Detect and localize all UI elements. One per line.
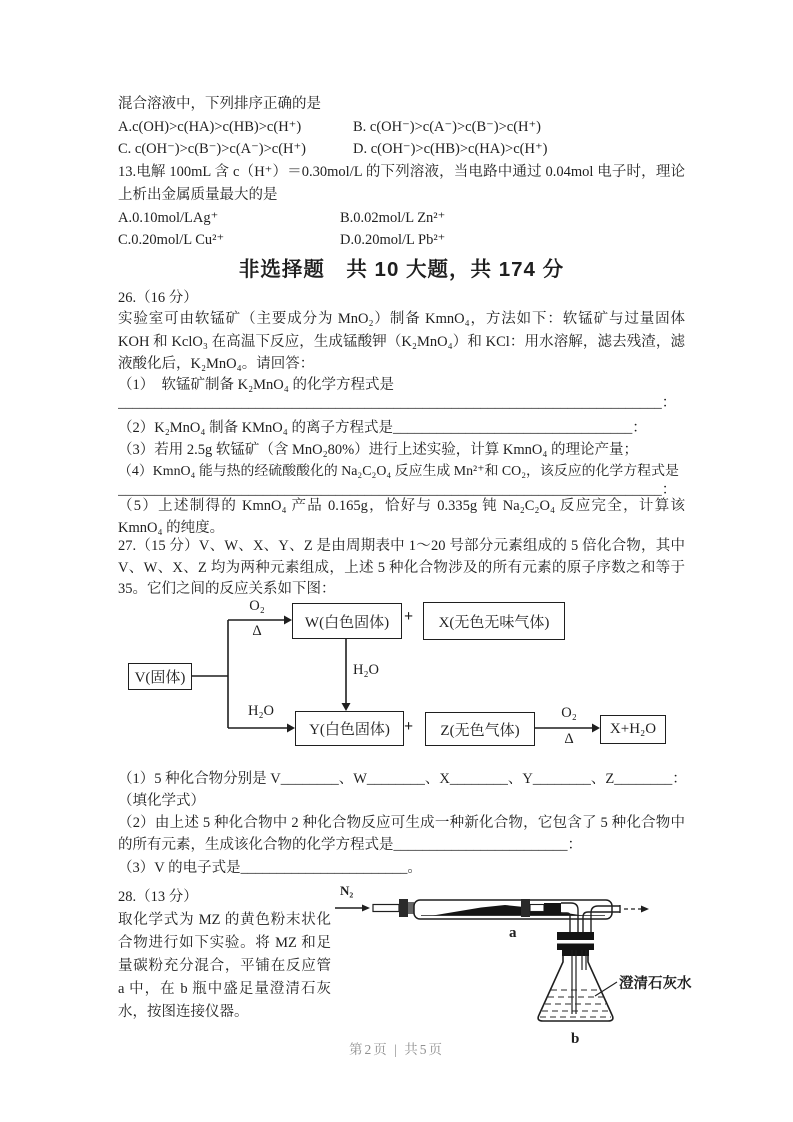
q13-option-d: D.0.20mol/L Pb²⁺: [340, 232, 446, 248]
q13-option-b: B.0.02mol/L Zn²⁺: [340, 210, 446, 226]
flowchart-plus-bottom: +: [404, 718, 414, 735]
limewater-label: 澄清石灰水: [619, 976, 692, 992]
q26-item-1: （1） 软锰矿制备 K₂MnO₄ 的化学方程式是: [118, 377, 394, 393]
outlet-arrow-icon: [641, 906, 649, 913]
q12-option-c: C. c(OH⁻)>c(B⁻)>c(A⁻)>c(H⁺): [118, 141, 306, 157]
q13-option-c: C.0.20mol/L Cu²⁺: [118, 232, 225, 248]
flowchart-label-delta-top: Δ: [252, 623, 262, 639]
flowchart-box-z: Z(无色气体): [425, 712, 535, 746]
q28-number: 28.（13 分）: [118, 889, 198, 905]
q27-head: 27.（15 分）V、W、X、Y、Z 是由周期表中 1～20 号部分元素组成的 5 倍化合物，其中 V、W、X、Z 均为两种元素组成，上述 5 种化合物涉及的所有元素的原子序数之和等于 35。它们之间的反应关系如下图：: [118, 538, 685, 597]
q12-option-d: D. c(OH⁻)>c(HB)>c(HA)>c(H⁺): [353, 141, 548, 157]
flowchart-box-x: X(无色无味气体): [423, 602, 565, 640]
q26-item-5: （5）上述制得的 KmnO₄ 产品 0.165g，恰好与 0.335g 钝 Na₂C₂O₄ 反应完全，计算该 KmnO₄ 的纯度。: [118, 498, 685, 536]
flowchart-box-result: X+H₂O: [600, 715, 666, 744]
flask-label-b: b: [571, 1031, 580, 1047]
left-stopper: [399, 899, 408, 917]
flowchart-box-w: W(白色固体): [292, 603, 402, 639]
flowchart-label-o2-right: O₂: [561, 705, 577, 721]
q26-item-4: （4）KmnO₄ 能与热的经硫酸酸化的 Na₂C₂O₄ 反应生成 Mn²⁺和 CO₂，该反应的化学方程式是: [118, 464, 679, 479]
flowchart-label-o2-top: O₂: [249, 598, 265, 614]
q26-item-3: （3）若用 2.5g 软锰矿（含 MnO₂80%）进行上述实验，计算 KmnO₄ 的理论产量；: [118, 442, 639, 458]
page-footer: 第2页 | 共5页: [349, 1042, 444, 1057]
flowchart-box-v: V(固体): [128, 663, 192, 690]
flask-stopper: [557, 932, 594, 940]
right-stopper: [521, 899, 530, 917]
q13-option-a: A.0.10mol/LAg⁺: [118, 210, 219, 226]
flowchart-label-delta-right: Δ: [564, 731, 574, 747]
inlet-arrow-icon: [362, 905, 370, 912]
flowchart-box-y: Y(白色固体): [295, 711, 404, 746]
q13-options: [118, 207, 685, 251]
q28-text: 取化学式为 MZ 的黄色粉末状化合物进行如下实验。将 MZ 和足量碳粉充分混合，平铺在反应管 a 中，在 b 瓶中盛足量澄清石灰水，按图连接仪器。: [118, 912, 331, 1020]
n2-gas-label: N₂: [340, 883, 354, 898]
q28-apparatus-diagram: [333, 880, 695, 1058]
q12-options: [118, 116, 685, 160]
flowchart-label-h2o-bottom: H₂O: [248, 703, 274, 719]
q27-item-1-note: （填化学式）: [118, 793, 205, 809]
q13-stem: 13.电解 100mL 含 c（H⁺）＝0.30mol/L 的下列溶液，当电路中通过 0.04mol 电子时，理论上析出金属质量最大的是: [118, 164, 685, 203]
flowchart-label-h2o-mid: H₂O: [353, 662, 379, 678]
q12-stem: 混合溶液中，下列排序正确的是: [118, 96, 321, 112]
flowchart-plus-top: +: [404, 608, 414, 625]
q27-flowchart: [115, 598, 685, 758]
q26-intro: 实验室可由软锰矿（主要成分为 MnO₂）制备 KmnO₄，方法如下：软锰矿与过量固体 KOH 和 KclO₃ 在高温下反应，生成锰酸钾（K₂MnO₄）和 KCl：用水溶解，滤去残渣，滤液酸化后，K₂MnO₄。请回答：: [118, 311, 685, 372]
tube-connector: [544, 903, 561, 913]
q26-answer-blank-4: ___________________________________________________________________________：: [118, 482, 677, 498]
q12-option-a: A.c(OH)>c(HA)>c(HB)>c(H⁺): [118, 119, 302, 135]
q12-option-b: B. c(OH⁻)>c(A⁻)>c(B⁻)>c(H⁺): [353, 119, 541, 135]
q27-item-3: （3）V 的电子式是_______________________。: [118, 860, 422, 876]
q26-answer-blank-1: ___________________________________________________________________________：: [118, 395, 677, 411]
tube-label-a: a: [509, 925, 517, 941]
q26-item-2: （2）K₂MnO₄ 制备 KMnO₄ 的离子方程式是_________________________________：: [118, 420, 647, 436]
q26-number: 26.（16 分）: [118, 290, 198, 306]
q27-item-2: （2）由上述 5 种化合物中 2 种化合物反应可生成一种新化合物，它包含了 5 种化合物中的所有元素，生成该化合物的化学方程式是________________________：: [118, 815, 685, 853]
q27-item-1: （1）5 种化合物分别是 V________、W________、X________、Y________、Z________：: [118, 771, 687, 787]
section-header: 非选择题 共 10 大题，共 174 分: [238, 258, 565, 281]
